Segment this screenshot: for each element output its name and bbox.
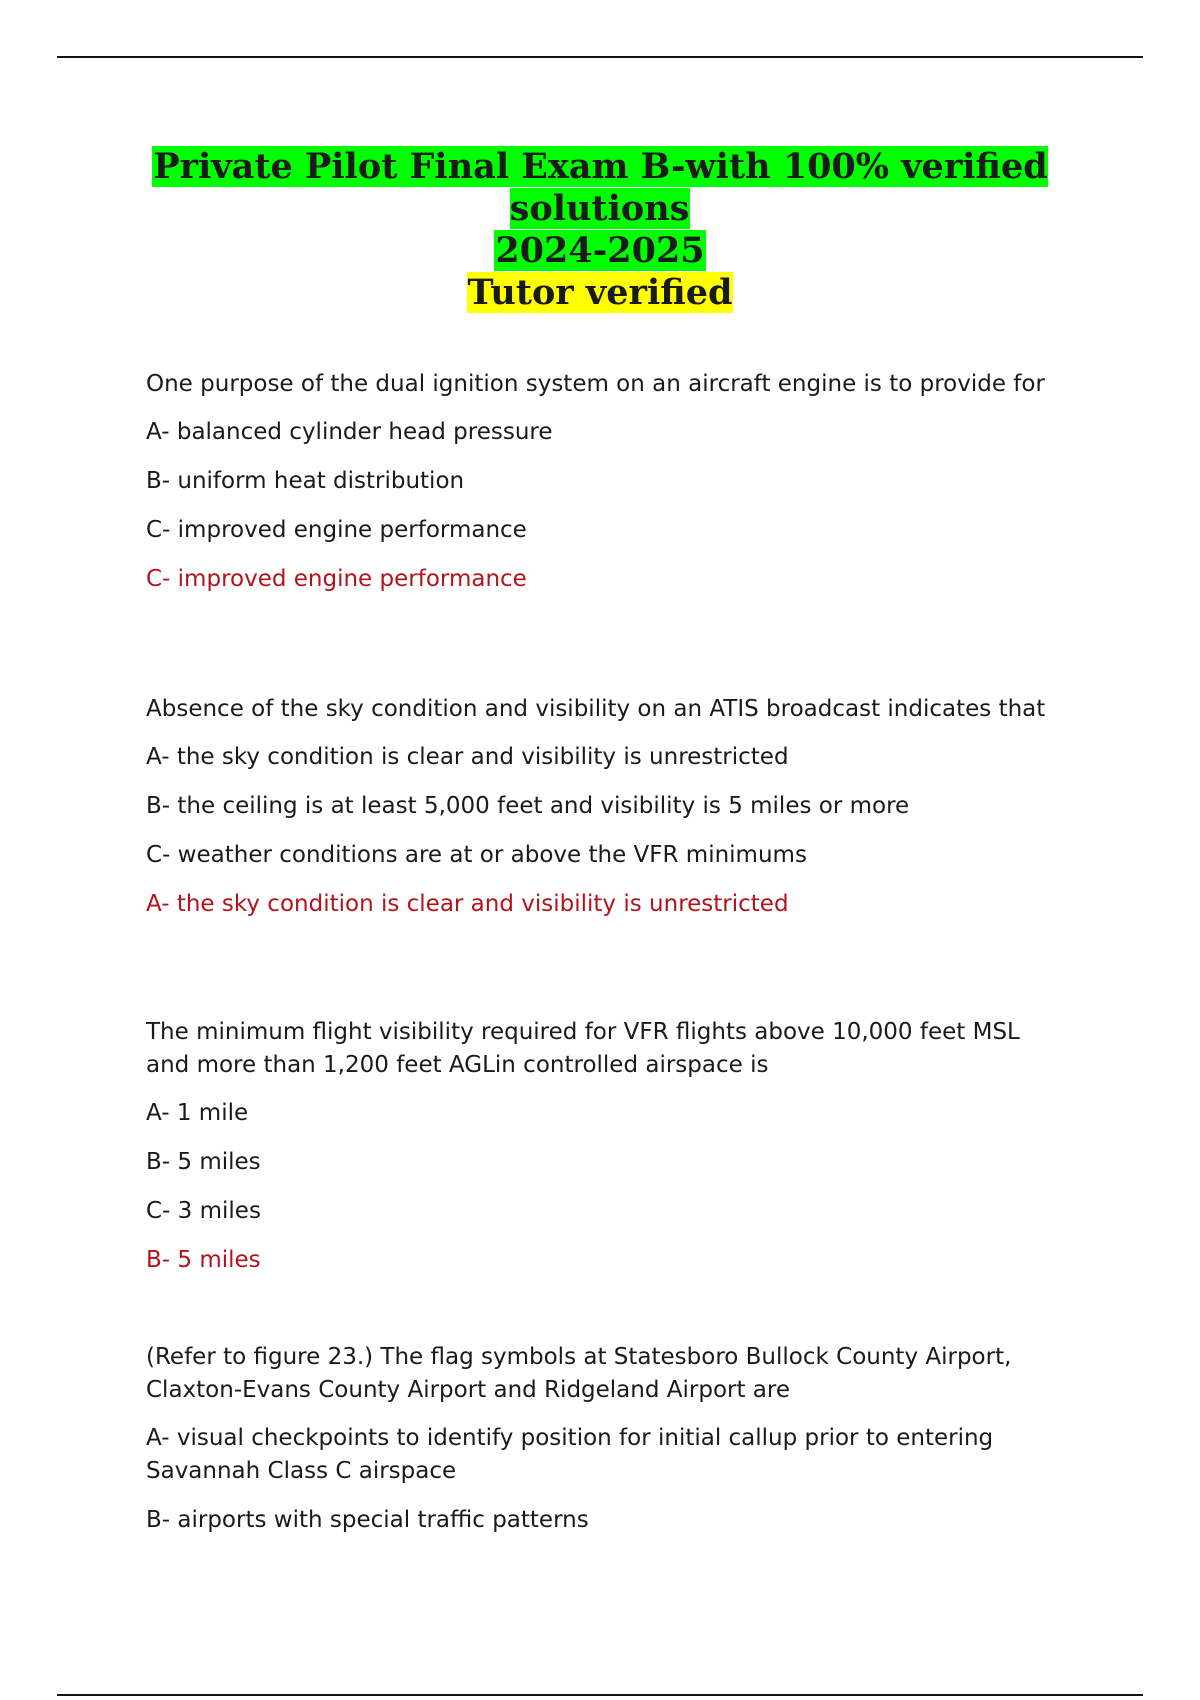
option-b: B- 5 miles [146,1149,261,1175]
answer: B- 5 miles [146,1247,261,1273]
question-4 [146,1341,1066,1537]
top-divider [57,56,1143,58]
option-a: A- the sky condition is clear and visibility is unrestricted [146,744,789,770]
option-a: A- visual checkpoints to identify position for initial callup prior to entering Savannah Class C airspace [146,1425,994,1484]
option-b: B- uniform heat distribution [146,468,465,494]
title-line-2: 2024-2025 [495,230,705,271]
document-title [100,146,1100,314]
question-text: The minimum flight visibility required for VFR flights above 10,000 feet MSL and more than 1,200 feet AGLin controlled airspace is [146,1019,1020,1078]
question-1 [146,368,1066,596]
title-line-1: Private Pilot Final Exam B-with 100% verified solutions [153,146,1048,229]
answer: A- the sky condition is clear and visibility is unrestricted [146,891,789,917]
question-2 [146,693,1066,921]
option-c: C- weather conditions are at or above the VFR minimums [146,842,807,868]
question-3 [146,1016,1066,1277]
question-text: Absence of the sky condition and visibility on an ATIS broadcast indicates that [146,696,1046,722]
option-c: C- 3 miles [146,1198,261,1224]
option-b: B- airports with special traffic patterns [146,1507,589,1533]
option-c: C- improved engine performance [146,517,527,543]
question-text: (Refer to figure 23.) The flag symbols at Statesboro Bullock County Airport, Claxton-Evans County Airport and Ridgeland Airport are [146,1344,1012,1403]
answer: C- improved engine performance [146,566,527,592]
question-text: One purpose of the dual ignition system on an aircraft engine is to provide for [146,371,1045,397]
bottom-divider [57,1694,1143,1696]
option-a: A- 1 mile [146,1100,249,1126]
title-line-3: Tutor verified [467,272,733,313]
option-a: A- balanced cylinder head pressure [146,419,553,445]
option-b: B- the ceiling is at least 5,000 feet and visibility is 5 miles or more [146,793,910,819]
